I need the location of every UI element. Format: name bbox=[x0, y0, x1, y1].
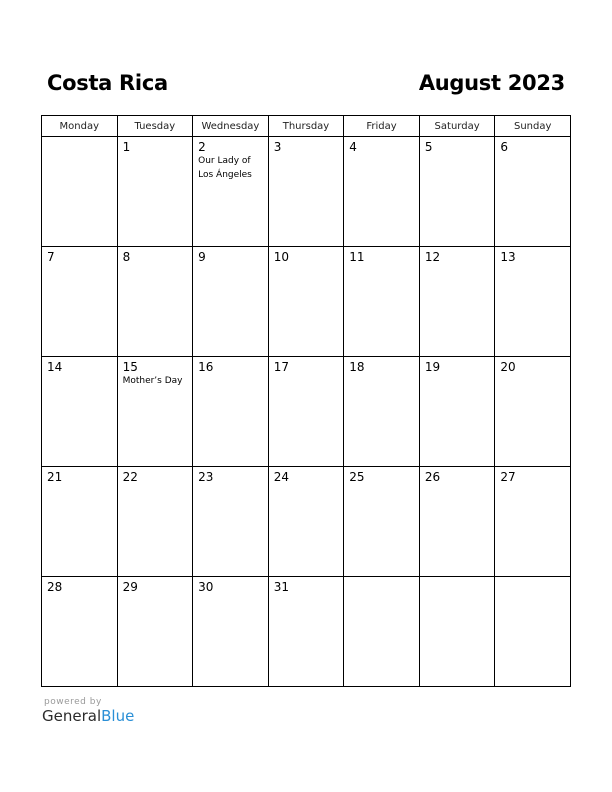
day-cell bbox=[344, 577, 420, 687]
day-number: 8 bbox=[122, 250, 131, 264]
powered-by-text: powered by bbox=[44, 697, 102, 707]
day-cell bbox=[268, 247, 344, 357]
day-number: 3 bbox=[273, 140, 282, 154]
day-number: 2 bbox=[198, 140, 206, 154]
day-number: 24 bbox=[273, 470, 289, 484]
day-number: 14 bbox=[47, 360, 63, 374]
weekday-header: Monday bbox=[42, 116, 118, 137]
day-cell bbox=[268, 577, 344, 687]
brand-general-text: General bbox=[42, 707, 102, 725]
day-cell bbox=[117, 577, 193, 687]
day-number: 10 bbox=[273, 250, 289, 264]
weekday-header: Tuesday bbox=[117, 116, 193, 137]
day-cell bbox=[344, 467, 420, 577]
day-number: 9 bbox=[198, 250, 206, 264]
day-cell bbox=[344, 357, 420, 467]
day-cell bbox=[117, 467, 193, 577]
week-row bbox=[42, 467, 571, 577]
day-number: 28 bbox=[47, 580, 63, 594]
week-row bbox=[42, 577, 571, 687]
calendar-grid bbox=[41, 115, 571, 687]
day-number: 17 bbox=[273, 360, 289, 374]
month-year-title: August 2023 bbox=[418, 71, 565, 95]
day-cell bbox=[42, 357, 118, 467]
day-cell bbox=[193, 137, 269, 247]
day-cell bbox=[117, 357, 193, 467]
day-number: 4 bbox=[349, 140, 357, 154]
day-number: 26 bbox=[424, 470, 441, 484]
day-number: 18 bbox=[349, 360, 365, 374]
day-number: 13 bbox=[500, 250, 516, 264]
weekday-header: Sunday bbox=[495, 116, 571, 137]
day-cell bbox=[344, 247, 420, 357]
day-cell bbox=[42, 137, 118, 247]
day-cell bbox=[193, 357, 269, 467]
week-row bbox=[42, 247, 571, 357]
day-cell bbox=[495, 357, 571, 467]
day-number: 6 bbox=[500, 140, 509, 154]
day-cell bbox=[419, 467, 495, 577]
day-cell bbox=[419, 357, 495, 467]
day-cell bbox=[419, 137, 495, 247]
day-cell bbox=[193, 577, 269, 687]
weekday-header-row bbox=[42, 116, 571, 137]
day-cell bbox=[495, 137, 571, 247]
day-number: 31 bbox=[273, 580, 289, 594]
day-cell bbox=[268, 137, 344, 247]
day-cell bbox=[42, 467, 118, 577]
day-number: 5 bbox=[424, 140, 433, 154]
day-cell bbox=[268, 467, 344, 577]
day-number: 30 bbox=[198, 580, 214, 594]
day-cell bbox=[117, 247, 193, 357]
brand-blue-text: Blue bbox=[101, 707, 135, 725]
footer-branding bbox=[42, 697, 134, 725]
day-cell bbox=[268, 357, 344, 467]
holiday-label: Mother’s Day bbox=[122, 376, 183, 386]
day-cell bbox=[193, 247, 269, 357]
day-number: 7 bbox=[47, 250, 55, 264]
day-number: 23 bbox=[198, 470, 214, 484]
week-row bbox=[42, 137, 571, 247]
day-cell bbox=[42, 247, 118, 357]
day-number: 22 bbox=[122, 470, 138, 484]
day-number: 29 bbox=[122, 580, 138, 594]
weekday-header: Saturday bbox=[419, 116, 495, 137]
day-number: 12 bbox=[424, 250, 441, 264]
weekday-header: Wednesday bbox=[193, 116, 269, 137]
day-number: 25 bbox=[349, 470, 365, 484]
week-row bbox=[42, 357, 571, 467]
country-title: Costa Rica bbox=[47, 71, 168, 95]
day-number: 21 bbox=[47, 470, 63, 484]
day-number: 20 bbox=[500, 360, 516, 374]
day-cell bbox=[117, 137, 193, 247]
day-number: 15 bbox=[122, 360, 138, 374]
day-cell bbox=[419, 247, 495, 357]
day-number: 27 bbox=[500, 470, 516, 484]
day-cell bbox=[344, 137, 420, 247]
day-number: 11 bbox=[349, 250, 365, 264]
weekday-header: Friday bbox=[344, 116, 420, 137]
generalblue-logo bbox=[42, 707, 134, 725]
day-cell bbox=[193, 467, 269, 577]
day-number: 16 bbox=[198, 360, 214, 374]
day-number: 19 bbox=[424, 360, 441, 374]
day-number: 1 bbox=[122, 140, 131, 154]
weekday-header: Thursday bbox=[268, 116, 344, 137]
day-cell bbox=[419, 577, 495, 687]
day-cell bbox=[495, 247, 571, 357]
day-cell bbox=[495, 577, 571, 687]
day-cell bbox=[495, 467, 571, 577]
day-cell bbox=[42, 577, 118, 687]
holiday-label: Our Lady of Los Ángeles bbox=[198, 156, 252, 180]
